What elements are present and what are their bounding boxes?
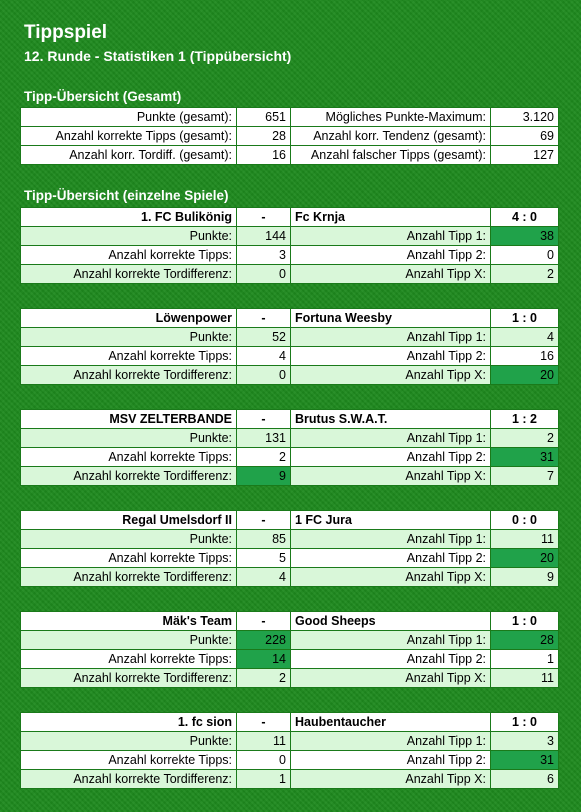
- stat-value: 144: [237, 227, 291, 246]
- tipp-label: Anzahl Tipp 1:: [291, 328, 491, 347]
- stat-value: 4: [237, 568, 291, 587]
- tipp-value: 28: [491, 631, 559, 650]
- match-score: 1 : 0: [491, 309, 559, 328]
- game-stat-row: [21, 429, 559, 448]
- game-stat-row: [21, 328, 559, 347]
- overview-value: 69: [491, 127, 559, 146]
- vs-separator: -: [237, 713, 291, 732]
- game-header-row: [21, 713, 559, 732]
- home-team: 1. fc sion: [21, 713, 237, 732]
- game-stat-row: [21, 347, 559, 366]
- tipp-label: Anzahl Tipp 2:: [291, 650, 491, 669]
- tipp-label: Anzahl Tipp X:: [291, 366, 491, 385]
- away-team: Fc Krnja: [291, 208, 491, 227]
- tipp-label: Anzahl Tipp 2:: [291, 549, 491, 568]
- stat-value: 0: [237, 366, 291, 385]
- home-team: MSV ZELTERBANDE: [21, 410, 237, 429]
- overview-body: [21, 108, 559, 165]
- stat-label: Anzahl korrekte Tordifferenz:: [21, 669, 237, 688]
- stat-label: Punkte:: [21, 530, 237, 549]
- vs-separator: -: [237, 511, 291, 530]
- overview-value: 127: [491, 146, 559, 165]
- stat-label: Punkte:: [21, 227, 237, 246]
- stat-value: 85: [237, 530, 291, 549]
- stat-value: 5: [237, 549, 291, 568]
- match-score: 0 : 0: [491, 511, 559, 530]
- game-header-row: [21, 612, 559, 631]
- overview-value: 28: [237, 127, 291, 146]
- game-table: [20, 308, 559, 385]
- game-stat-row: [21, 265, 559, 284]
- match-score: 1 : 0: [491, 713, 559, 732]
- match-score: 4 : 0: [491, 208, 559, 227]
- tipp-label: Anzahl Tipp 1:: [291, 732, 491, 751]
- overview-label: Mögliches Punkte-Maximum:: [291, 108, 491, 127]
- overview-table: [20, 107, 559, 165]
- overview-row: [21, 108, 559, 127]
- tipp-label: Anzahl Tipp 1:: [291, 429, 491, 448]
- game-table: [20, 510, 559, 587]
- game-stat-row: [21, 366, 559, 385]
- stat-value: 228: [237, 631, 291, 650]
- game-stat-row: [21, 770, 559, 789]
- tipp-label: Anzahl Tipp X:: [291, 265, 491, 284]
- tipp-value: 9: [491, 568, 559, 587]
- tipp-value: 0: [491, 246, 559, 265]
- game-header-row: [21, 208, 559, 227]
- vs-separator: -: [237, 208, 291, 227]
- stat-label: Punkte:: [21, 429, 237, 448]
- vs-separator: -: [237, 410, 291, 429]
- tipp-value: 20: [491, 549, 559, 568]
- tipp-value: 38: [491, 227, 559, 246]
- tipp-label: Anzahl Tipp 1:: [291, 227, 491, 246]
- stat-label: Anzahl korrekte Tipps:: [21, 650, 237, 669]
- stat-label: Anzahl korrekte Tipps:: [21, 549, 237, 568]
- away-team: 1 FC Jura: [291, 511, 491, 530]
- overview-label: Anzahl falscher Tipps (gesamt):: [291, 146, 491, 165]
- game-stat-row: [21, 549, 559, 568]
- tipp-label: Anzahl Tipp X:: [291, 770, 491, 789]
- tipp-value: 6: [491, 770, 559, 789]
- game-stat-row: [21, 227, 559, 246]
- stat-label: Anzahl korrekte Tipps:: [21, 751, 237, 770]
- stat-label: Anzahl korrekte Tordifferenz:: [21, 366, 237, 385]
- stat-label: Punkte:: [21, 328, 237, 347]
- tipp-label: Anzahl Tipp 1:: [291, 631, 491, 650]
- overview-value: 3.120: [491, 108, 559, 127]
- games-heading: Tipp-Übersicht (einzelne Spiele): [24, 188, 229, 203]
- vs-separator: -: [237, 612, 291, 631]
- game-stat-row: [21, 650, 559, 669]
- away-team: Good Sheeps: [291, 612, 491, 631]
- stat-value: 3: [237, 246, 291, 265]
- stat-label: Punkte:: [21, 732, 237, 751]
- tipp-value: 16: [491, 347, 559, 366]
- home-team: 1. FC Bulikönig: [21, 208, 237, 227]
- stat-value: 0: [237, 751, 291, 770]
- game-stat-row: [21, 751, 559, 770]
- tipp-value: 1: [491, 650, 559, 669]
- tipp-label: Anzahl Tipp 2:: [291, 347, 491, 366]
- home-team: Mäk's Team: [21, 612, 237, 631]
- match-score: 1 : 0: [491, 612, 559, 631]
- page-title: Tippspiel: [24, 22, 108, 43]
- overview-row: [21, 127, 559, 146]
- game-stat-row: [21, 467, 559, 486]
- tipp-label: Anzahl Tipp 2:: [291, 448, 491, 467]
- match-score: 1 : 2: [491, 410, 559, 429]
- game-body: [21, 612, 559, 688]
- page-subtitle: 12. Runde - Statistiken 1 (Tippübersicht): [24, 48, 292, 64]
- vs-separator: -: [237, 309, 291, 328]
- stat-value: 2: [237, 669, 291, 688]
- game-stat-row: [21, 669, 559, 688]
- away-team: Brutus S.W.A.T.: [291, 410, 491, 429]
- tipp-value: 4: [491, 328, 559, 347]
- game-table: [20, 207, 559, 284]
- game-table: [20, 409, 559, 486]
- home-team: Regal Umelsdorf II: [21, 511, 237, 530]
- game-body: [21, 511, 559, 587]
- game-table: [20, 712, 559, 789]
- game-stat-row: [21, 246, 559, 265]
- tipp-value: 31: [491, 751, 559, 770]
- tipp-value: 2: [491, 429, 559, 448]
- overview-value: 651: [237, 108, 291, 127]
- tipp-value: 20: [491, 366, 559, 385]
- stat-value: 14: [237, 650, 291, 669]
- tipp-label: Anzahl Tipp X:: [291, 467, 491, 486]
- stat-value: 52: [237, 328, 291, 347]
- overview-heading: Tipp-Übersicht (Gesamt): [24, 89, 182, 104]
- tipp-value: 11: [491, 669, 559, 688]
- game-stat-row: [21, 732, 559, 751]
- stat-label: Anzahl korrekte Tordifferenz:: [21, 568, 237, 587]
- game-body: [21, 713, 559, 789]
- game-stat-row: [21, 568, 559, 587]
- tipp-label: Anzahl Tipp 1:: [291, 530, 491, 549]
- stat-value: 131: [237, 429, 291, 448]
- stat-value: 1: [237, 770, 291, 789]
- tipp-label: Anzahl Tipp 2:: [291, 751, 491, 770]
- stat-label: Anzahl korrekte Tordifferenz:: [21, 265, 237, 284]
- tipp-value: 3: [491, 732, 559, 751]
- overview-label: Anzahl korr. Tendenz (gesamt):: [291, 127, 491, 146]
- game-header-row: [21, 309, 559, 328]
- stat-label: Anzahl korrekte Tordifferenz:: [21, 467, 237, 486]
- stat-value: 9: [237, 467, 291, 486]
- away-team: Fortuna Weesby: [291, 309, 491, 328]
- tipp-label: Anzahl Tipp X:: [291, 568, 491, 587]
- overview-value: 16: [237, 146, 291, 165]
- overview-label: Punkte (gesamt):: [21, 108, 237, 127]
- game-stat-row: [21, 631, 559, 650]
- home-team: Löwenpower: [21, 309, 237, 328]
- game-body: [21, 410, 559, 486]
- tipp-value: 11: [491, 530, 559, 549]
- overview-label: Anzahl korr. Tordiff. (gesamt):: [21, 146, 237, 165]
- game-header-row: [21, 511, 559, 530]
- tipp-value: 31: [491, 448, 559, 467]
- game-body: [21, 208, 559, 284]
- away-team: Haubentaucher: [291, 713, 491, 732]
- stat-value: 11: [237, 732, 291, 751]
- game-stat-row: [21, 530, 559, 549]
- game-body: [21, 309, 559, 385]
- stat-value: 0: [237, 265, 291, 284]
- game-table: [20, 611, 559, 688]
- stat-label: Anzahl korrekte Tipps:: [21, 347, 237, 366]
- stat-label: Anzahl korrekte Tipps:: [21, 246, 237, 265]
- tipp-label: Anzahl Tipp 2:: [291, 246, 491, 265]
- game-header-row: [21, 410, 559, 429]
- overview-row: [21, 146, 559, 165]
- stat-label: Anzahl korrekte Tordifferenz:: [21, 770, 237, 789]
- game-stat-row: [21, 448, 559, 467]
- stat-label: Punkte:: [21, 631, 237, 650]
- stat-label: Anzahl korrekte Tipps:: [21, 448, 237, 467]
- tipp-value: 2: [491, 265, 559, 284]
- tipp-label: Anzahl Tipp X:: [291, 669, 491, 688]
- stat-value: 4: [237, 347, 291, 366]
- overview-label: Anzahl korrekte Tipps (gesamt):: [21, 127, 237, 146]
- tipp-value: 7: [491, 467, 559, 486]
- stat-value: 2: [237, 448, 291, 467]
